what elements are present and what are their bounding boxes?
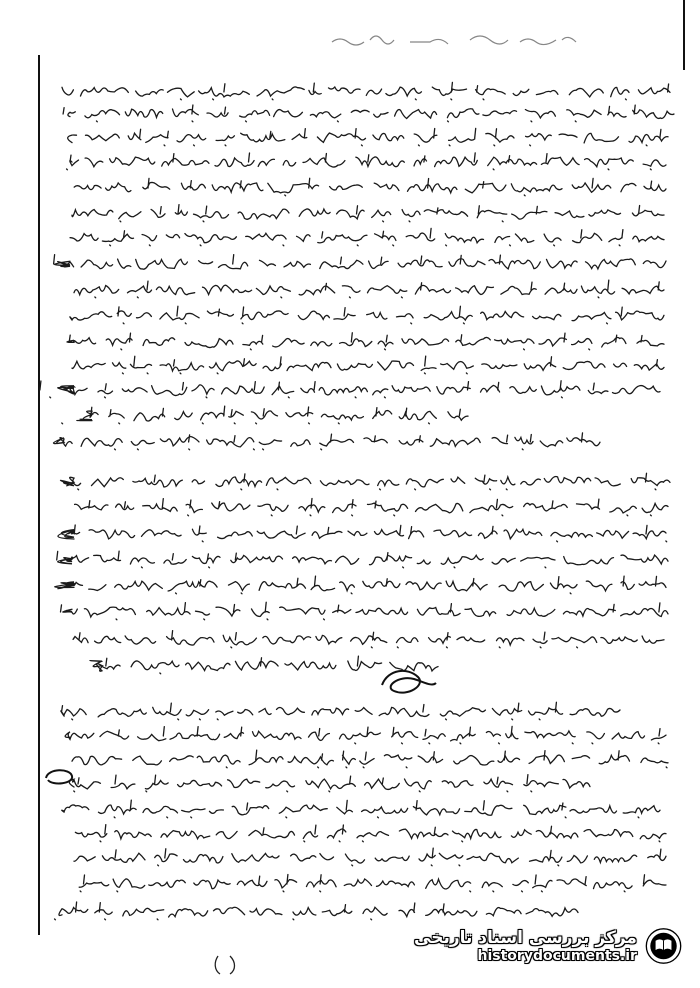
- handwritten-line: [70, 126, 670, 146]
- handwritten-line: [62, 798, 662, 818]
- header-scribble: [330, 28, 580, 52]
- handwritten-line: [70, 202, 666, 222]
- book-seal-icon: [645, 918, 682, 974]
- handwritten-line: [72, 846, 668, 866]
- handwritten-line: [60, 80, 672, 100]
- handwritten-line: [70, 600, 670, 620]
- handwritten-line: [72, 574, 668, 594]
- handwritten-line: [72, 772, 592, 792]
- handwritten-line: [70, 748, 670, 768]
- handwritten-line: [72, 470, 672, 490]
- handwritten-line: [72, 872, 668, 892]
- left-margin-line: [38, 55, 40, 935]
- watermark-title: مرکز بررسی اسناد تاریخی: [414, 928, 637, 948]
- handwritten-line: [68, 226, 666, 246]
- watermark: [414, 912, 682, 980]
- handwritten-line: [70, 548, 670, 568]
- handwritten-line: [62, 700, 622, 720]
- handwritten-line: [72, 278, 666, 298]
- signature-mark: [378, 665, 438, 701]
- handwritten-line: [70, 354, 666, 374]
- handwritten-line: [72, 378, 662, 398]
- handwritten-line: [72, 822, 668, 842]
- handwritten-line: [72, 628, 666, 648]
- handwritten-line: [68, 102, 676, 122]
- page-number-mark: [210, 952, 240, 978]
- watermark-url: historydocuments.ir: [477, 948, 637, 964]
- handwritten-line: [70, 496, 670, 516]
- handwritten-line: [62, 430, 602, 450]
- handwritten-line: [72, 522, 668, 542]
- handwritten-line: [72, 176, 668, 196]
- top-right-margin-line: [683, 0, 685, 70]
- margin-scribble-mark: [42, 766, 76, 788]
- handwritten-line: [70, 304, 666, 324]
- handwritten-line: [68, 724, 668, 744]
- handwritten-line: [70, 150, 668, 170]
- handwritten-line: [68, 252, 668, 272]
- handwritten-line: [72, 330, 666, 350]
- handwritten-line: [90, 404, 470, 424]
